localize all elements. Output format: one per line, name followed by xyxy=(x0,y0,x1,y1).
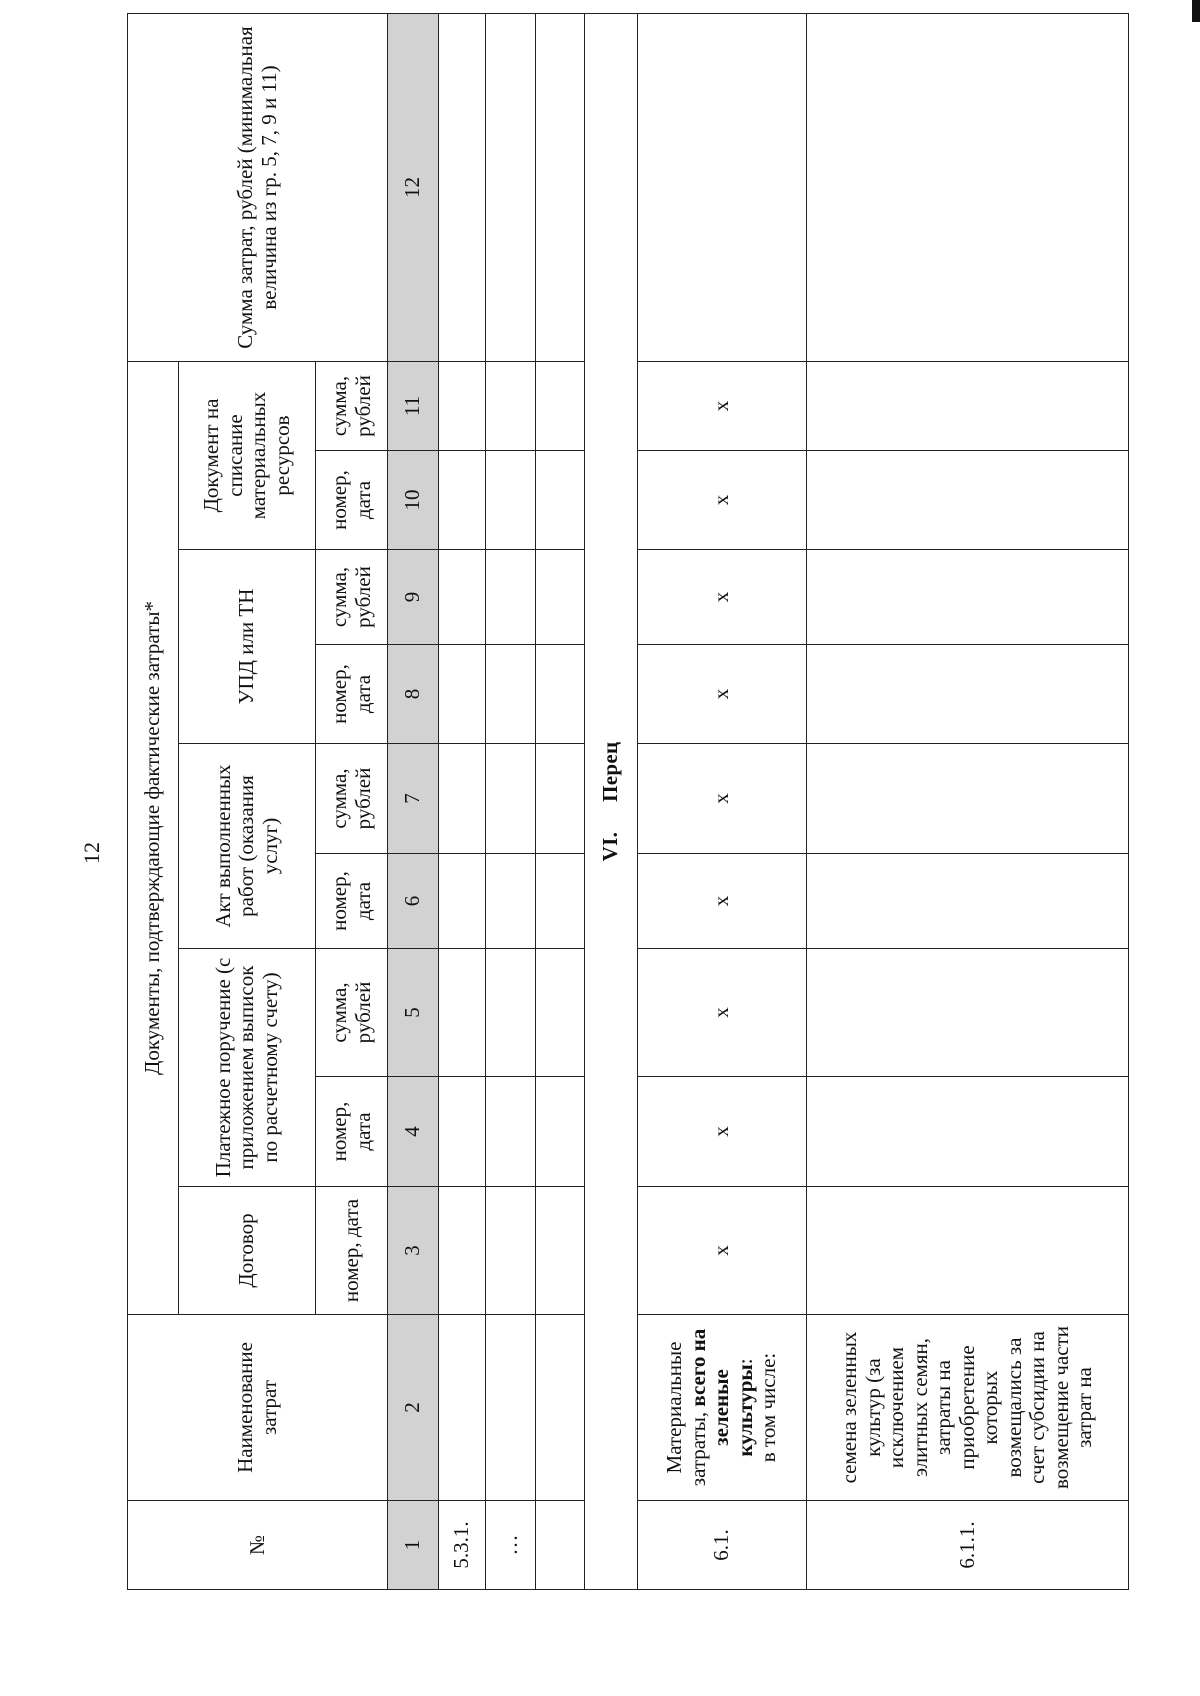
column-number: 9 xyxy=(388,550,439,645)
table-cell xyxy=(439,13,486,361)
cross-mark: х xyxy=(637,854,806,949)
row-number: 6.1. xyxy=(637,1501,806,1590)
table-cell xyxy=(536,645,585,744)
table-cell xyxy=(485,949,536,1077)
table-cell xyxy=(536,361,585,450)
rotated-page-content xyxy=(127,14,1129,1590)
row-name xyxy=(637,1315,806,1501)
header-contract: Договор xyxy=(178,1187,316,1315)
column-number-row xyxy=(388,13,439,1589)
table-cell xyxy=(439,361,486,450)
column-number: 5 xyxy=(388,949,439,1077)
section-heading xyxy=(585,13,638,1589)
table-cell xyxy=(485,854,536,949)
subheader-upd-sum: сумма, рублей xyxy=(316,550,388,645)
subheader-writeoff-num-date: номер, дата xyxy=(316,451,388,550)
table-cell xyxy=(536,744,585,854)
row-number: 6.1.1. xyxy=(807,1501,1129,1590)
table-cell xyxy=(536,451,585,550)
table-cell xyxy=(807,949,1129,1077)
column-number: 10 xyxy=(388,451,439,550)
table-cell xyxy=(439,550,486,645)
cross-mark: х xyxy=(637,550,806,645)
row-name-colon: : xyxy=(732,1358,757,1365)
table-cell xyxy=(807,1187,1129,1315)
cross-mark: х xyxy=(637,744,806,854)
table-row xyxy=(536,13,585,1589)
cross-mark: х xyxy=(637,949,806,1077)
table-row xyxy=(439,13,486,1589)
header-docs-group: Документы, подтверждающие фактические затраты* xyxy=(128,361,179,1314)
table-cell xyxy=(485,1315,536,1501)
table-cell xyxy=(536,1501,585,1590)
cross-mark: х xyxy=(637,645,806,744)
column-number: 1 xyxy=(388,1501,439,1590)
table-cell xyxy=(485,744,536,854)
table-cell xyxy=(485,550,536,645)
header-act: Акт выполненных работ (оказания услуг) xyxy=(178,744,316,949)
table-cell xyxy=(439,854,486,949)
cross-mark: х xyxy=(637,451,806,550)
table-row xyxy=(485,13,536,1589)
table-row xyxy=(637,13,806,1589)
table-cell xyxy=(536,1187,585,1315)
row-name-bold: всего на зеленые культуры xyxy=(685,1328,757,1457)
table-cell xyxy=(485,645,536,744)
cross-mark: х xyxy=(637,1077,806,1187)
column-number: 2 xyxy=(388,1315,439,1501)
header-name: Наименование затрат xyxy=(128,1315,388,1501)
table-cell xyxy=(439,1315,486,1501)
subheader-writeoff-sum: сумма, рублей xyxy=(316,361,388,450)
table-cell xyxy=(536,550,585,645)
table-cell xyxy=(807,550,1129,645)
row-name: семена зеленных культур (за исключением элитных семян, затраты на приобретение которых возмещались за счет субсидии на возмещение части затрат на xyxy=(807,1315,1129,1501)
table-cell xyxy=(536,13,585,361)
table-cell xyxy=(807,13,1129,361)
table-cell xyxy=(439,949,486,1077)
table-cell xyxy=(807,1077,1129,1187)
row-number: 5.3.1. xyxy=(439,1501,486,1590)
table-cell xyxy=(485,1077,536,1187)
table-cell xyxy=(439,451,486,550)
subheader-act-sum: сумма, рублей xyxy=(316,744,388,854)
header-upd: УПД или ТН xyxy=(178,550,316,744)
cross-mark: х xyxy=(637,1187,806,1315)
header-total: Сумма затрат, рублей (минимальная величина из гр. 5, 7, 9 и 11) xyxy=(128,13,388,361)
column-number: 6 xyxy=(388,854,439,949)
column-number: 11 xyxy=(388,361,439,450)
column-number: 3 xyxy=(388,1187,439,1315)
table-cell xyxy=(807,854,1129,949)
table-cell xyxy=(485,13,536,361)
cross-mark: х xyxy=(637,361,806,450)
table-cell xyxy=(439,1187,486,1315)
subheader-contract-num-date: номер, дата xyxy=(316,1187,388,1315)
header-writeoff: Документ на списание материальных ресурсов xyxy=(178,361,316,549)
subheader-upd-num-date: номер, дата xyxy=(316,645,388,744)
column-number: 7 xyxy=(388,744,439,854)
table-cell xyxy=(485,1187,536,1315)
costs-table xyxy=(127,13,1129,1590)
table-row xyxy=(807,13,1129,1589)
header-row-1 xyxy=(128,13,179,1589)
table-cell xyxy=(485,451,536,550)
scan-edge-mark xyxy=(1192,0,1200,22)
table-cell xyxy=(637,13,806,361)
table-cell xyxy=(536,949,585,1077)
column-number: 12 xyxy=(388,13,439,361)
table-cell xyxy=(439,744,486,854)
section-title: Перец xyxy=(598,741,623,802)
table-cell xyxy=(807,645,1129,744)
table-cell xyxy=(439,1077,486,1187)
subheader-payment-num-date: номер, дата xyxy=(316,1077,388,1187)
row-number: … xyxy=(485,1501,536,1590)
table-cell xyxy=(439,645,486,744)
section-roman-numeral: VI. xyxy=(598,831,623,862)
table-cell xyxy=(807,451,1129,550)
page-number: 12 xyxy=(79,842,104,864)
row-name-subtitle: в том числе: xyxy=(756,1352,781,1463)
subheader-act-num-date: номер, дата xyxy=(316,854,388,949)
header-no: № xyxy=(128,1501,388,1590)
table-cell xyxy=(536,1315,585,1501)
table-cell xyxy=(485,361,536,450)
column-number: 4 xyxy=(388,1077,439,1187)
column-number: 8 xyxy=(388,645,439,744)
table-cell xyxy=(807,744,1129,854)
header-payment: Платежное поручение (с приложением выписок по расчетному счету) xyxy=(178,949,316,1187)
row-name-text: Материальные затраты, xyxy=(662,1341,710,1487)
table-cell xyxy=(536,854,585,949)
subheader-payment-sum: сумма, рублей xyxy=(316,949,388,1077)
table-cell xyxy=(807,361,1129,450)
section-row xyxy=(585,13,638,1589)
table-cell xyxy=(536,1077,585,1187)
